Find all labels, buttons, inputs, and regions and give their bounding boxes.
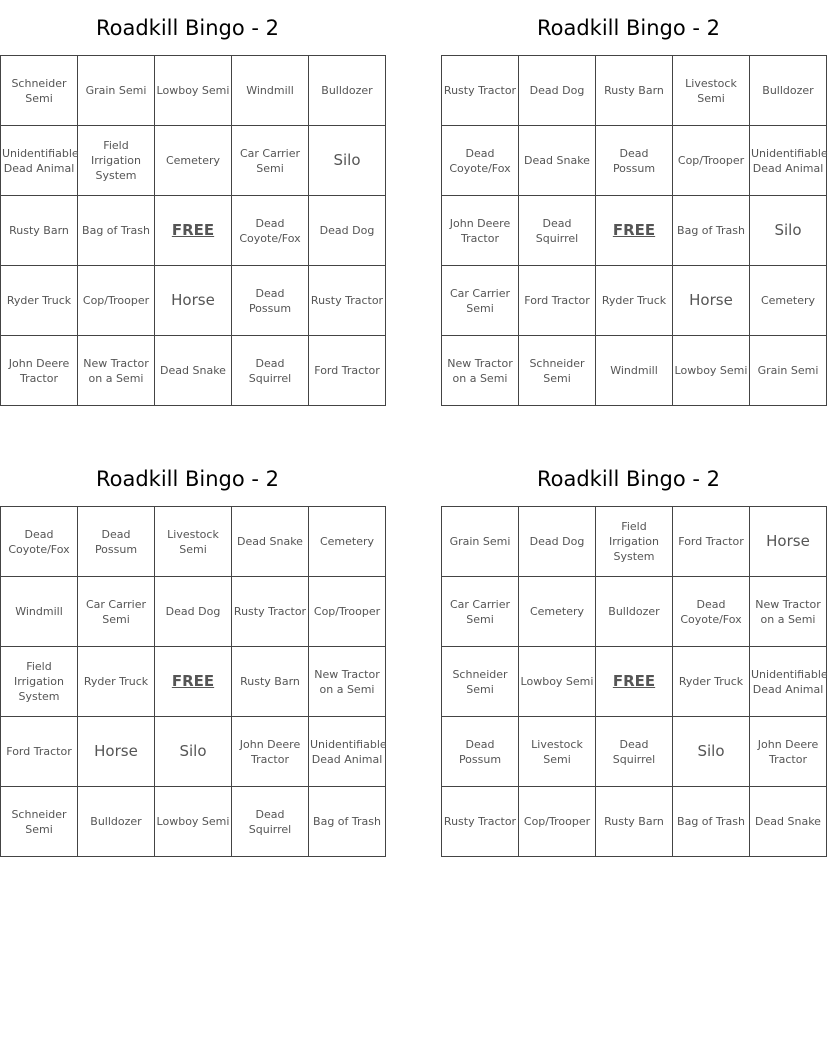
bingo-cell: Bulldozer bbox=[750, 56, 827, 126]
bingo-cell: Schneider Semi bbox=[1, 56, 78, 126]
bingo-grid bbox=[0, 55, 386, 406]
bingo-cell: Dead Snake bbox=[232, 507, 309, 577]
bingo-cell: Dead Coyote/Fox bbox=[1, 507, 78, 577]
bingo-cell: New Tractor on a Semi bbox=[750, 577, 827, 647]
bingo-cell: Silo bbox=[673, 717, 750, 787]
bingo-cell: John Deere Tractor bbox=[442, 196, 519, 266]
grid-row bbox=[1, 126, 386, 196]
bingo-cell: Cop/Trooper bbox=[309, 577, 386, 647]
card-title: Roadkill Bingo - 2 bbox=[536, 16, 721, 40]
grid-row bbox=[1, 336, 386, 406]
bingo-cell: Car Carrier Semi bbox=[232, 126, 309, 196]
bingo-cell: Dead Dog bbox=[309, 196, 386, 266]
bingo-cell: Schneider Semi bbox=[442, 647, 519, 717]
bingo-cell: Unidentifiable Dead Animal bbox=[750, 126, 827, 196]
bingo-cell: Dead Dog bbox=[155, 577, 232, 647]
bingo-cell: Field Irrigation System bbox=[78, 126, 155, 196]
bingo-cell: Horse bbox=[750, 507, 827, 577]
bingo-grid bbox=[441, 506, 827, 857]
bingo-cell: Ryder Truck bbox=[673, 647, 750, 717]
bingo-cell: Schneider Semi bbox=[1, 787, 78, 857]
bingo-cell: Cop/Trooper bbox=[519, 787, 596, 857]
bingo-cell: Grain Semi bbox=[442, 507, 519, 577]
grid-row bbox=[442, 266, 827, 336]
bingo-cell: Lowboy Semi bbox=[155, 787, 232, 857]
bingo-cell: Unidentifiable Dead Animal bbox=[1, 126, 78, 196]
bingo-grid bbox=[441, 55, 827, 406]
bingo-cell: Rusty Tractor bbox=[442, 56, 519, 126]
grid-row bbox=[1, 196, 386, 266]
bingo-cell: Grain Semi bbox=[78, 56, 155, 126]
bingo-cell: Cemetery bbox=[309, 507, 386, 577]
bingo-cell: Windmill bbox=[596, 336, 673, 406]
bingo-cell: Silo bbox=[155, 717, 232, 787]
bingo-cell: Ryder Truck bbox=[78, 647, 155, 717]
bingo-cell: Rusty Tractor bbox=[232, 577, 309, 647]
bingo-cell: Dead Possum bbox=[78, 507, 155, 577]
grid-row bbox=[442, 56, 827, 126]
card-title: Roadkill Bingo - 2 bbox=[536, 467, 721, 491]
bingo-cell: Car Carrier Semi bbox=[442, 266, 519, 336]
bingo-cell: Cemetery bbox=[750, 266, 827, 336]
bingo-cell: Cemetery bbox=[519, 577, 596, 647]
bingo-cell: Ryder Truck bbox=[596, 266, 673, 336]
bingo-cell: Dead Squirrel bbox=[232, 787, 309, 857]
grid-row bbox=[442, 126, 827, 196]
bingo-cell: Cemetery bbox=[155, 126, 232, 196]
bingo-cell: Ford Tractor bbox=[519, 266, 596, 336]
grid-row bbox=[442, 717, 827, 787]
bingo-cell: Car Carrier Semi bbox=[442, 577, 519, 647]
free-cell: FREE bbox=[596, 647, 673, 717]
bingo-cell: John Deere Tractor bbox=[232, 717, 309, 787]
bingo-cell: Bag of Trash bbox=[309, 787, 386, 857]
bingo-cell: John Deere Tractor bbox=[750, 717, 827, 787]
grid-row bbox=[1, 507, 386, 577]
bingo-cell: Bulldozer bbox=[309, 56, 386, 126]
bingo-cell: Field Irrigation System bbox=[596, 507, 673, 577]
bingo-cell: New Tractor on a Semi bbox=[78, 336, 155, 406]
grid-row bbox=[442, 336, 827, 406]
bingo-cell: Windmill bbox=[1, 577, 78, 647]
bingo-cell: Ryder Truck bbox=[1, 266, 78, 336]
bingo-cell: Rusty Tractor bbox=[309, 266, 386, 336]
bingo-cell: Dead Snake bbox=[750, 787, 827, 857]
bingo-cell: Livestock Semi bbox=[673, 56, 750, 126]
bingo-cell: Dead Squirrel bbox=[596, 717, 673, 787]
bingo-cell: Dead Dog bbox=[519, 507, 596, 577]
grid-row bbox=[1, 717, 386, 787]
bingo-cell: Rusty Barn bbox=[596, 56, 673, 126]
bingo-cell: New Tractor on a Semi bbox=[309, 647, 386, 717]
bingo-cell: Dead Coyote/Fox bbox=[673, 577, 750, 647]
bingo-cell: Livestock Semi bbox=[519, 717, 596, 787]
bingo-cell: Schneider Semi bbox=[519, 336, 596, 406]
bingo-cell: Field Irrigation System bbox=[1, 647, 78, 717]
bingo-cell: Cop/Trooper bbox=[673, 126, 750, 196]
bingo-cell: Car Carrier Semi bbox=[78, 577, 155, 647]
bingo-cell: Dead Possum bbox=[596, 126, 673, 196]
bingo-cell: Dead Dog bbox=[519, 56, 596, 126]
grid-row bbox=[1, 787, 386, 857]
grid-row bbox=[1, 56, 386, 126]
bingo-cell: Ford Tractor bbox=[1, 717, 78, 787]
free-cell: FREE bbox=[155, 196, 232, 266]
bingo-cell: Bulldozer bbox=[596, 577, 673, 647]
bingo-cell: Windmill bbox=[232, 56, 309, 126]
bingo-cell: Grain Semi bbox=[750, 336, 827, 406]
bingo-cell: Ford Tractor bbox=[673, 507, 750, 577]
grid-row bbox=[1, 577, 386, 647]
bingo-cell: Horse bbox=[78, 717, 155, 787]
bingo-cell: Rusty Tractor bbox=[442, 787, 519, 857]
bingo-cell: New Tractor on a Semi bbox=[442, 336, 519, 406]
bingo-cell: Dead Coyote/Fox bbox=[442, 126, 519, 196]
free-cell: FREE bbox=[596, 196, 673, 266]
bingo-cell: Ford Tractor bbox=[309, 336, 386, 406]
bingo-cell: Unidentifiable Dead Animal bbox=[750, 647, 827, 717]
card-title: Roadkill Bingo - 2 bbox=[95, 16, 280, 40]
bingo-cell: Horse bbox=[673, 266, 750, 336]
bingo-cell: Unidentifiable Dead Animal bbox=[309, 717, 386, 787]
grid-row bbox=[442, 647, 827, 717]
grid-row bbox=[1, 647, 386, 717]
bingo-cell: Silo bbox=[750, 196, 827, 266]
bingo-cell: Dead Snake bbox=[155, 336, 232, 406]
free-cell: FREE bbox=[155, 647, 232, 717]
bingo-cell: Dead Snake bbox=[519, 126, 596, 196]
card-title: Roadkill Bingo - 2 bbox=[95, 467, 280, 491]
bingo-cell: Livestock Semi bbox=[155, 507, 232, 577]
bingo-cell: Dead Coyote/Fox bbox=[232, 196, 309, 266]
bingo-cell: Lowboy Semi bbox=[519, 647, 596, 717]
bingo-cell: Rusty Barn bbox=[1, 196, 78, 266]
bingo-cell: Dead Possum bbox=[232, 266, 309, 336]
bingo-cell: Lowboy Semi bbox=[155, 56, 232, 126]
grid-row bbox=[442, 787, 827, 857]
grid-row bbox=[1, 266, 386, 336]
bingo-grid bbox=[0, 506, 386, 857]
bingo-cell: Dead Possum bbox=[442, 717, 519, 787]
bingo-cell: Bag of Trash bbox=[78, 196, 155, 266]
bingo-cell: Horse bbox=[155, 266, 232, 336]
bingo-cell: Rusty Barn bbox=[596, 787, 673, 857]
bingo-cell: Bag of Trash bbox=[673, 196, 750, 266]
bingo-cell: Dead Squirrel bbox=[519, 196, 596, 266]
grid-row bbox=[442, 507, 827, 577]
bingo-cell: Dead Squirrel bbox=[232, 336, 309, 406]
bingo-cell: John Deere Tractor bbox=[1, 336, 78, 406]
bingo-cell: Rusty Barn bbox=[232, 647, 309, 717]
bingo-cell: Bag of Trash bbox=[673, 787, 750, 857]
grid-row bbox=[442, 577, 827, 647]
bingo-cell: Cop/Trooper bbox=[78, 266, 155, 336]
grid-row bbox=[442, 196, 827, 266]
bingo-cell: Bulldozer bbox=[78, 787, 155, 857]
bingo-cell: Lowboy Semi bbox=[673, 336, 750, 406]
bingo-cell: Silo bbox=[309, 126, 386, 196]
